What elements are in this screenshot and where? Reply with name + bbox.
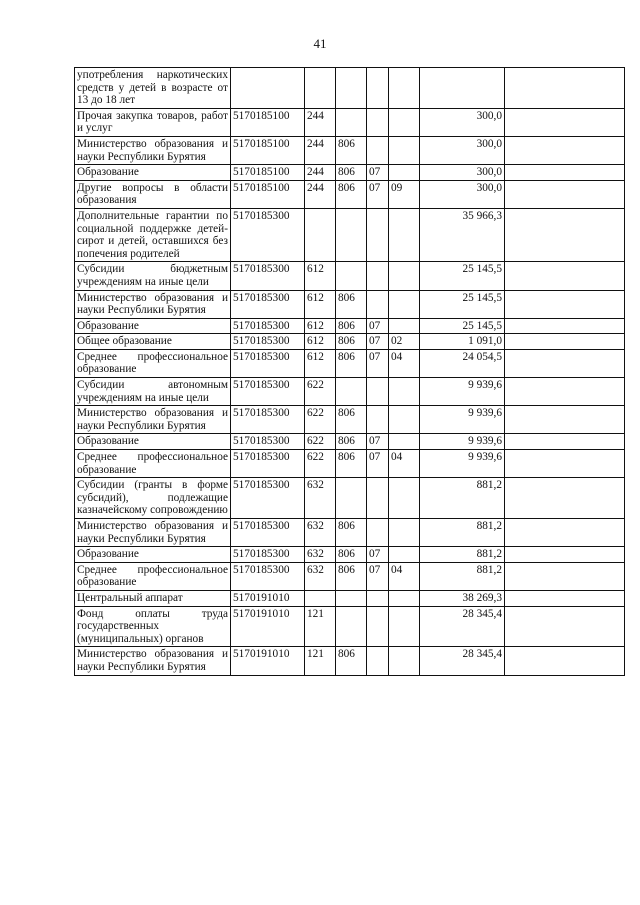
cell-section: 07 <box>367 180 389 208</box>
cell-amount: 25 145,5 <box>420 262 505 290</box>
cell-name: Прочая закупка товаров, работ и услуг <box>75 108 231 136</box>
cell-extra <box>505 519 625 547</box>
cell-amount: 9 939,6 <box>420 450 505 478</box>
cell-subsection <box>389 262 420 290</box>
cell-target-article: 5170185300 <box>231 262 305 290</box>
table-row <box>75 318 625 334</box>
table-row <box>75 606 625 647</box>
cell-expense-type: 612 <box>305 334 336 350</box>
cell-name: Министерство образования и науки Республики Бурятия <box>75 406 231 434</box>
cell-expense-type: 612 <box>305 318 336 334</box>
cell-name: Образование <box>75 318 231 334</box>
page-number: 41 <box>313 36 327 51</box>
cell-extra <box>505 108 625 136</box>
cell-name: Образование <box>75 547 231 563</box>
cell-name: Среднее профессиональное образование <box>75 450 231 478</box>
cell-subsection <box>389 165 420 181</box>
budget-table <box>74 67 625 676</box>
cell-target-article: 5170185300 <box>231 434 305 450</box>
cell-amount: 300,0 <box>420 136 505 164</box>
cell-ministry: 806 <box>336 136 367 164</box>
cell-extra <box>505 318 625 334</box>
cell-target-article: 5170185300 <box>231 562 305 590</box>
cell-extra <box>505 349 625 377</box>
cell-section <box>367 647 389 675</box>
cell-target-article: 5170185300 <box>231 208 305 261</box>
table-row <box>75 434 625 450</box>
cell-subsection <box>389 68 420 109</box>
cell-extra <box>505 406 625 434</box>
cell-name: Центральный аппарат <box>75 590 231 606</box>
cell-amount: 881,2 <box>420 519 505 547</box>
cell-target-article: 5170185300 <box>231 334 305 350</box>
cell-amount: 25 145,5 <box>420 318 505 334</box>
cell-target-article: 5170191010 <box>231 606 305 647</box>
cell-expense-type: 632 <box>305 519 336 547</box>
table-row <box>75 406 625 434</box>
table-row <box>75 478 625 519</box>
cell-extra <box>505 262 625 290</box>
cell-extra <box>505 547 625 563</box>
cell-target-article: 5170185300 <box>231 450 305 478</box>
cell-ministry: 806 <box>336 562 367 590</box>
cell-section <box>367 378 389 406</box>
cell-name: Общее образование <box>75 334 231 350</box>
cell-target-article: 5170185300 <box>231 378 305 406</box>
cell-amount: 300,0 <box>420 108 505 136</box>
cell-extra <box>505 68 625 109</box>
cell-amount: 300,0 <box>420 165 505 181</box>
cell-expense-type <box>305 590 336 606</box>
cell-extra <box>505 434 625 450</box>
cell-subsection: 04 <box>389 562 420 590</box>
cell-ministry <box>336 606 367 647</box>
cell-ministry <box>336 262 367 290</box>
cell-name: употребления наркотических средств у детей в возрасте от 13 до 18 лет <box>75 68 231 109</box>
cell-subsection <box>389 478 420 519</box>
cell-amount <box>420 68 505 109</box>
cell-ministry <box>336 108 367 136</box>
cell-target-article: 5170185300 <box>231 318 305 334</box>
cell-expense-type: 622 <box>305 406 336 434</box>
cell-extra <box>505 562 625 590</box>
table-row <box>75 334 625 350</box>
cell-expense-type: 244 <box>305 108 336 136</box>
cell-name: Среднее профессиональное образование <box>75 349 231 377</box>
cell-ministry: 806 <box>336 334 367 350</box>
cell-section <box>367 208 389 261</box>
cell-expense-type: 244 <box>305 165 336 181</box>
cell-subsection <box>389 547 420 563</box>
table-row <box>75 165 625 181</box>
cell-ministry <box>336 68 367 109</box>
cell-target-article <box>231 68 305 109</box>
cell-ministry: 806 <box>336 318 367 334</box>
cell-expense-type <box>305 68 336 109</box>
cell-section <box>367 478 389 519</box>
cell-name: Субсидии (гранты в форме субсидий), подлежащие казначейскому сопровождению <box>75 478 231 519</box>
table-row <box>75 136 625 164</box>
cell-expense-type: 612 <box>305 290 336 318</box>
table-row <box>75 590 625 606</box>
cell-ministry: 806 <box>336 450 367 478</box>
cell-amount: 9 939,6 <box>420 434 505 450</box>
cell-amount: 25 145,5 <box>420 290 505 318</box>
cell-section <box>367 290 389 318</box>
cell-extra <box>505 590 625 606</box>
cell-name: Министерство образования и науки Республики Бурятия <box>75 519 231 547</box>
cell-name: Образование <box>75 434 231 450</box>
cell-ministry: 806 <box>336 519 367 547</box>
cell-ministry: 806 <box>336 180 367 208</box>
table-row <box>75 108 625 136</box>
cell-ministry: 806 <box>336 647 367 675</box>
cell-ministry <box>336 378 367 406</box>
table-row <box>75 208 625 261</box>
cell-subsection: 04 <box>389 349 420 377</box>
cell-subsection: 09 <box>389 180 420 208</box>
cell-section <box>367 406 389 434</box>
cell-subsection <box>389 136 420 164</box>
cell-name: Образование <box>75 165 231 181</box>
cell-expense-type: 632 <box>305 547 336 563</box>
cell-extra <box>505 165 625 181</box>
cell-amount: 300,0 <box>420 180 505 208</box>
cell-section <box>367 590 389 606</box>
cell-name: Министерство образования и науки Республики Бурятия <box>75 136 231 164</box>
cell-section <box>367 606 389 647</box>
cell-extra <box>505 606 625 647</box>
cell-subsection: 02 <box>389 334 420 350</box>
cell-extra <box>505 136 625 164</box>
cell-section: 07 <box>367 450 389 478</box>
cell-target-article: 5170185300 <box>231 406 305 434</box>
cell-expense-type: 121 <box>305 606 336 647</box>
table-row <box>75 519 625 547</box>
cell-ministry: 806 <box>336 434 367 450</box>
cell-ministry <box>336 478 367 519</box>
cell-amount: 9 939,6 <box>420 406 505 434</box>
cell-subsection <box>389 406 420 434</box>
table-row <box>75 378 625 406</box>
cell-subsection <box>389 606 420 647</box>
cell-subsection <box>389 378 420 406</box>
cell-section: 07 <box>367 547 389 563</box>
cell-name: Фонд оплаты труда государственных (муниципальных) органов <box>75 606 231 647</box>
cell-target-article: 5170185100 <box>231 136 305 164</box>
cell-amount: 1 091,0 <box>420 334 505 350</box>
cell-extra <box>505 450 625 478</box>
cell-extra <box>505 647 625 675</box>
cell-target-article: 5170185300 <box>231 547 305 563</box>
cell-name: Среднее профессиональное образование <box>75 562 231 590</box>
cell-target-article: 5170185100 <box>231 180 305 208</box>
cell-name: Министерство образования и науки Республики Бурятия <box>75 290 231 318</box>
cell-target-article: 5170185100 <box>231 165 305 181</box>
cell-subsection <box>389 318 420 334</box>
cell-expense-type: 612 <box>305 349 336 377</box>
table-row <box>75 562 625 590</box>
cell-ministry: 806 <box>336 349 367 377</box>
table-row <box>75 262 625 290</box>
cell-ministry <box>336 590 367 606</box>
cell-amount: 38 269,3 <box>420 590 505 606</box>
cell-expense-type: 632 <box>305 562 336 590</box>
cell-expense-type: 612 <box>305 262 336 290</box>
cell-name: Субсидии автономным учреждениям на иные цели <box>75 378 231 406</box>
cell-section <box>367 68 389 109</box>
cell-section <box>367 262 389 290</box>
table-row <box>75 450 625 478</box>
cell-section: 07 <box>367 334 389 350</box>
table-row <box>75 547 625 563</box>
cell-extra <box>505 290 625 318</box>
cell-section: 07 <box>367 562 389 590</box>
cell-extra <box>505 478 625 519</box>
cell-target-article: 5170185300 <box>231 349 305 377</box>
cell-extra <box>505 180 625 208</box>
cell-name: Министерство образования и науки Республики Бурятия <box>75 647 231 675</box>
cell-ministry: 806 <box>336 406 367 434</box>
cell-expense-type: 244 <box>305 180 336 208</box>
cell-extra <box>505 378 625 406</box>
cell-expense-type <box>305 208 336 261</box>
cell-expense-type: 622 <box>305 434 336 450</box>
cell-expense-type: 632 <box>305 478 336 519</box>
cell-expense-type: 121 <box>305 647 336 675</box>
cell-amount: 28 345,4 <box>420 647 505 675</box>
cell-section <box>367 519 389 547</box>
cell-subsection <box>389 108 420 136</box>
cell-section: 07 <box>367 318 389 334</box>
cell-amount: 881,2 <box>420 547 505 563</box>
cell-section: 07 <box>367 434 389 450</box>
table-row <box>75 180 625 208</box>
table-row <box>75 68 625 109</box>
cell-subsection <box>389 647 420 675</box>
cell-subsection <box>389 208 420 261</box>
cell-subsection <box>389 519 420 547</box>
cell-ministry <box>336 208 367 261</box>
table-row <box>75 647 625 675</box>
cell-section: 07 <box>367 349 389 377</box>
cell-extra <box>505 208 625 261</box>
cell-ministry: 806 <box>336 290 367 318</box>
cell-section: 07 <box>367 165 389 181</box>
cell-amount: 881,2 <box>420 478 505 519</box>
cell-name: Дополнительные гарантии по социальной поддержке детей-сирот и детей, оставшихся без попечения родителей <box>75 208 231 261</box>
cell-target-article: 5170191010 <box>231 647 305 675</box>
cell-ministry: 806 <box>336 165 367 181</box>
table-row <box>75 290 625 318</box>
cell-section <box>367 108 389 136</box>
cell-target-article: 5170185300 <box>231 519 305 547</box>
cell-name: Другие вопросы в области образования <box>75 180 231 208</box>
cell-amount: 9 939,6 <box>420 378 505 406</box>
cell-subsection <box>389 290 420 318</box>
cell-target-article: 5170185300 <box>231 478 305 519</box>
cell-subsection: 04 <box>389 450 420 478</box>
cell-amount: 28 345,4 <box>420 606 505 647</box>
cell-name: Субсидии бюджетным учреждениям на иные цели <box>75 262 231 290</box>
table-row <box>75 349 625 377</box>
cell-expense-type: 622 <box>305 378 336 406</box>
cell-expense-type: 622 <box>305 450 336 478</box>
cell-amount: 35 966,3 <box>420 208 505 261</box>
cell-ministry: 806 <box>336 547 367 563</box>
cell-extra <box>505 334 625 350</box>
cell-amount: 24 054,5 <box>420 349 505 377</box>
cell-target-article: 5170185100 <box>231 108 305 136</box>
cell-section <box>367 136 389 164</box>
cell-subsection <box>389 434 420 450</box>
cell-target-article: 5170191010 <box>231 590 305 606</box>
cell-subsection <box>389 590 420 606</box>
cell-target-article: 5170185300 <box>231 290 305 318</box>
cell-expense-type: 244 <box>305 136 336 164</box>
cell-amount: 881,2 <box>420 562 505 590</box>
